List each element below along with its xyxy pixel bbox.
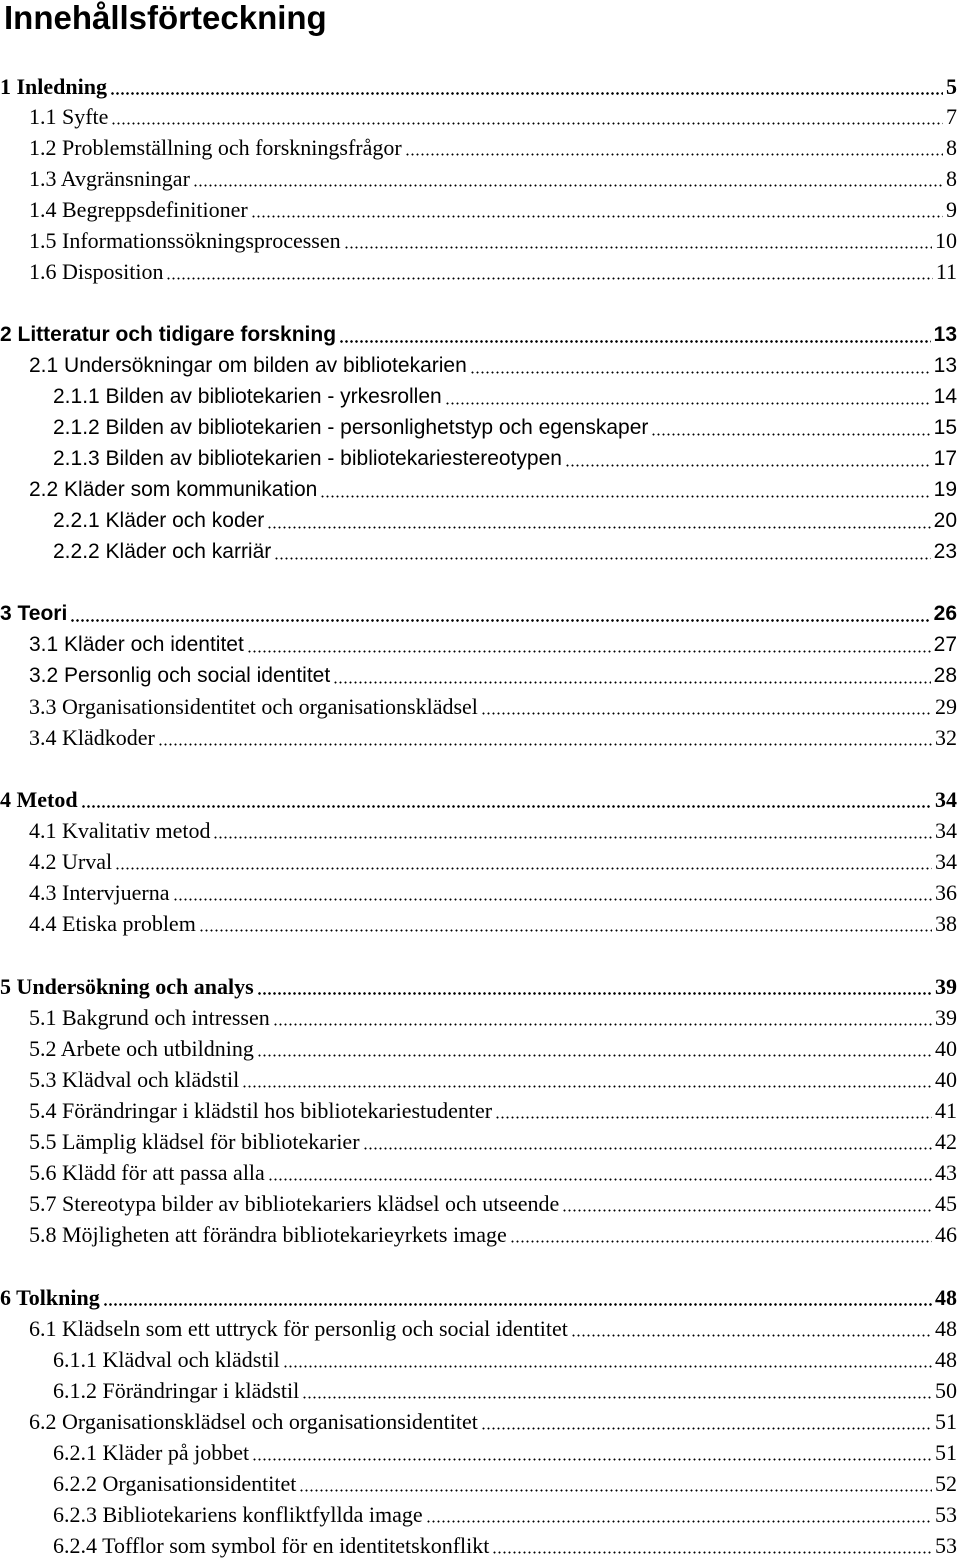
toc-entry-page-number: 42 <box>935 1129 957 1154</box>
toc-entry-page-number: 14 <box>933 385 957 408</box>
toc-entry-page-number: 38 <box>935 911 957 936</box>
toc-entry[interactable] <box>0 816 960 846</box>
dot-leader <box>166 277 932 280</box>
toc-entry[interactable] <box>0 226 960 256</box>
toc-entry-page-number: 45 <box>935 1191 957 1216</box>
toc-entry[interactable] <box>0 630 960 660</box>
toc-entry-page-number: 34 <box>935 787 957 812</box>
toc-entry[interactable] <box>0 785 960 815</box>
toc-entry[interactable] <box>0 102 960 132</box>
dot-leader <box>257 1054 932 1057</box>
toc-entry-page-number: 51 <box>935 1409 957 1434</box>
toc-entry-label: 4.2 Urval <box>29 849 113 874</box>
toc-entry-label: 6.2.2 Organisationsidentitet <box>53 1471 297 1496</box>
toc-entry-label: 2.1.1 Bilden av bibliotekarien - yrkesrollen <box>53 385 442 408</box>
dot-leader <box>103 1303 932 1306</box>
toc-entry-label: 6.1 Klädseln som ett uttryck för personlig och social identitet <box>29 1316 568 1341</box>
toc-entry-label: 6 Tolkning <box>0 1285 100 1310</box>
toc-entry-page-number: 41 <box>935 1098 957 1123</box>
dot-leader <box>495 1116 932 1119</box>
toc-entry-page-number: 10 <box>935 228 957 253</box>
dot-leader <box>562 1209 932 1212</box>
toc-entry[interactable] <box>0 475 960 505</box>
toc-entry-page-number: 8 <box>946 135 957 160</box>
toc-entry-label: 3.1 Kläder och identitet <box>29 633 244 656</box>
dot-leader <box>251 215 943 218</box>
toc-entry-page-number: 51 <box>935 1440 957 1465</box>
toc-entry-page-number: 48 <box>935 1285 957 1310</box>
toc-entry-label: 2.1.3 Bilden av bibliotekarien - bibliotekariestereotypen <box>53 447 562 470</box>
dot-leader <box>320 495 930 498</box>
toc-entry-label: 2.1.2 Bilden av bibliotekarien - personlighetstyp och egenskaper <box>53 416 649 439</box>
toc-entry[interactable] <box>0 72 960 102</box>
toc-entry-label: 1.6 Disposition <box>29 259 164 284</box>
toc-entry[interactable] <box>0 444 960 474</box>
toc-entry[interactable] <box>0 1469 960 1499</box>
dot-leader <box>111 122 943 125</box>
toc-entry[interactable] <box>0 320 960 350</box>
toc-entry-page-number: 17 <box>933 447 957 470</box>
dot-leader <box>510 1240 932 1243</box>
dot-leader <box>252 1458 932 1461</box>
toc-entry-page-number: 7 <box>946 104 957 129</box>
toc-entry-label: 2.2 Kläder som kommunikation <box>29 478 318 501</box>
toc-entry-label: 2 Litteratur och tidigare forskning <box>0 323 337 346</box>
toc-entry[interactable] <box>0 909 960 939</box>
toc-entry-page-number: 39 <box>935 1005 957 1030</box>
dot-leader <box>273 1023 932 1026</box>
dot-leader <box>571 1334 932 1337</box>
dot-leader <box>158 743 932 746</box>
toc-entry-page-number: 8 <box>946 166 957 191</box>
toc-entry-label: 1.1 Syfte <box>29 104 109 129</box>
dot-leader <box>173 898 933 901</box>
toc-entry-page-number: 13 <box>933 323 957 346</box>
toc-entry[interactable] <box>0 972 960 1002</box>
dot-leader <box>651 433 930 436</box>
toc-entry[interactable] <box>0 537 960 567</box>
toc-entry[interactable] <box>0 1034 960 1064</box>
toc-entry-page-number: 48 <box>935 1347 957 1372</box>
toc-entry-page-number: 15 <box>933 416 957 439</box>
toc-entry-page-number: 53 <box>935 1502 957 1527</box>
toc-entry[interactable] <box>0 133 960 163</box>
toc-entry-page-number: 52 <box>935 1471 957 1496</box>
dot-leader <box>268 1178 932 1181</box>
toc-entry[interactable] <box>0 1220 960 1250</box>
toc-entry[interactable] <box>0 1407 960 1437</box>
toc-entry-label: 1.2 Problemställning och forskningsfrågor <box>29 135 402 160</box>
toc-entry[interactable] <box>0 1189 960 1219</box>
dot-leader <box>247 650 931 653</box>
toc-entry-page-number: 19 <box>933 478 957 501</box>
toc-entry-label: 4.4 Etiska problem <box>29 911 196 936</box>
toc-entry-page-number: 27 <box>933 633 957 656</box>
toc-entry[interactable] <box>0 599 960 629</box>
toc-entry-label: 6.1.1 Klädval och klädstil <box>53 1347 280 1372</box>
dot-leader <box>333 681 930 684</box>
toc-entry-label: 6.2.4 Tofflor som symbol för en identitetskonflikt <box>53 1533 490 1558</box>
toc-entry-label: 5.8 Möjligheten att förändra bibliotekarieyrkets image <box>29 1222 507 1247</box>
toc-entry-page-number: 39 <box>935 974 957 999</box>
toc-entry-label: 2.1 Undersökningar om bilden av bibliotekarien <box>29 354 467 377</box>
toc-entry-page-number: 11 <box>935 259 957 284</box>
dot-leader <box>339 340 931 343</box>
toc-entry[interactable] <box>0 164 960 194</box>
toc-entry-page-number: 34 <box>935 818 957 843</box>
toc-entry-label: 5.7 Stereotypa bilder av bibliotekariers klädsel och utseende <box>29 1191 560 1216</box>
toc-entry-label: 5.5 Lämplig klädsel för bibliotekarier <box>29 1129 360 1154</box>
toc-entry[interactable] <box>0 1127 960 1157</box>
toc-entry-label: 3.2 Personlig och social identitet <box>29 664 331 687</box>
dot-leader <box>267 526 930 529</box>
toc-entry-label: 5.3 Klädval och klädstil <box>29 1067 240 1092</box>
toc-entry-page-number: 46 <box>935 1222 957 1247</box>
toc-entry[interactable] <box>0 506 960 536</box>
dot-leader <box>302 1396 932 1399</box>
dot-leader <box>283 1365 932 1368</box>
toc-entry-label: 2.2.1 Kläder och koder <box>53 509 265 532</box>
toc-entry-label: 3 Teori <box>0 602 68 625</box>
toc-entry[interactable] <box>0 1531 960 1561</box>
toc-entry-label: 4.1 Kvalitativ metod <box>29 818 211 843</box>
dot-leader <box>492 1551 932 1554</box>
dot-leader <box>193 184 943 187</box>
toc-entry-label: 3.4 Klädkoder <box>29 725 155 750</box>
toc-entry-page-number: 40 <box>935 1036 957 1061</box>
toc-entry[interactable] <box>0 1283 960 1313</box>
toc-entry-page-number: 43 <box>935 1160 957 1185</box>
toc-entry-page-number: 34 <box>935 849 957 874</box>
toc-entry-page-number: 53 <box>935 1533 957 1558</box>
toc-entry-label: 5.2 Arbete och utbildning <box>29 1036 254 1061</box>
toc-entry[interactable] <box>0 1314 960 1344</box>
toc-entry-page-number: 23 <box>933 540 957 563</box>
toc-entry[interactable] <box>0 1376 960 1406</box>
toc-entry-page-number: 48 <box>935 1316 957 1341</box>
toc-entry-page-number: 28 <box>933 664 957 687</box>
toc-entry-label: 5.4 Förändringar i klädstil hos bibliotekariestudenter <box>29 1098 493 1123</box>
toc-entry-label: 6.2.3 Bibliotekariens konfliktfyllda image <box>53 1502 423 1527</box>
toc-entry[interactable] <box>0 692 960 722</box>
toc-entry-page-number: 40 <box>935 1067 957 1092</box>
dot-leader <box>363 1147 932 1150</box>
dot-leader <box>481 712 932 715</box>
page-title: Innehållsförteckning <box>4 0 327 36</box>
toc-entry-label: 6.1.2 Förändringar i klädstil <box>53 1378 300 1403</box>
dot-leader <box>110 92 943 95</box>
toc-entry-label: 1 Inledning <box>0 74 107 99</box>
dot-leader <box>405 153 943 156</box>
toc-entry-label: 5 Undersökning och analys <box>0 974 254 999</box>
toc-entry-label: 1.5 Informationssökningsprocessen <box>29 228 341 253</box>
dot-leader <box>70 619 930 622</box>
toc-entry-page-number: 13 <box>933 354 957 377</box>
toc-entry[interactable] <box>0 878 960 908</box>
toc-entry[interactable] <box>0 382 960 412</box>
toc-entry[interactable] <box>0 413 960 443</box>
toc-entry-label: 4.3 Intervjuerna <box>29 880 170 905</box>
dot-leader <box>115 867 932 870</box>
toc-entry-label: 5.1 Bakgrund och intressen <box>29 1005 270 1030</box>
dot-leader <box>565 464 931 467</box>
toc-entry-page-number: 32 <box>935 725 957 750</box>
toc-entry[interactable] <box>0 1158 960 1188</box>
toc-entry-page-number: 9 <box>946 197 957 222</box>
dot-leader <box>344 246 932 249</box>
toc-entry-page-number: 20 <box>933 509 957 532</box>
toc-entry-page-number: 36 <box>935 880 957 905</box>
toc-entry[interactable] <box>0 1065 960 1095</box>
toc-entry-page-number: 26 <box>933 602 957 625</box>
dot-leader <box>470 371 931 374</box>
toc-entry[interactable] <box>0 195 960 225</box>
toc-entry-page-number: 29 <box>935 694 957 719</box>
toc-entry[interactable] <box>0 257 960 287</box>
toc-entry[interactable] <box>0 1003 960 1033</box>
toc-entry-label: 2.2.2 Kläder och karriär <box>53 540 272 563</box>
dot-leader <box>274 557 930 560</box>
toc-entry-label: 1.3 Avgränsningar <box>29 166 190 191</box>
dot-leader <box>445 402 931 405</box>
toc-entry[interactable] <box>0 351 960 381</box>
toc-entry[interactable] <box>0 1096 960 1126</box>
dot-leader <box>481 1427 932 1430</box>
toc-entry-label: 6.2 Organisationsklädsel och organisationsidentitet <box>29 1409 478 1434</box>
dot-leader <box>299 1489 932 1492</box>
toc-entry[interactable] <box>0 1500 960 1530</box>
dot-leader <box>257 992 932 995</box>
toc-entry[interactable] <box>0 661 960 691</box>
dot-leader <box>242 1085 932 1088</box>
dot-leader <box>81 805 932 808</box>
toc-entry[interactable] <box>0 1438 960 1468</box>
dot-leader <box>213 836 932 839</box>
toc-entry-label: 4 Metod <box>0 787 78 812</box>
toc-entry-label: 3.3 Organisationsidentitet och organisationsklädsel <box>29 694 478 719</box>
toc-entry-page-number: 5 <box>946 74 957 99</box>
dot-leader <box>199 929 932 932</box>
toc-entry[interactable] <box>0 1345 960 1375</box>
toc-entry-label: 1.4 Begreppsdefinitioner <box>29 197 248 222</box>
toc-entry-label: 6.2.1 Kläder på jobbet <box>53 1440 250 1465</box>
dot-leader <box>426 1520 932 1523</box>
toc-entry[interactable] <box>0 847 960 877</box>
toc-entry-label: 5.6 Klädd för att passa alla <box>29 1160 265 1185</box>
toc-entry-page-number: 50 <box>935 1378 957 1403</box>
toc-entry[interactable] <box>0 723 960 753</box>
